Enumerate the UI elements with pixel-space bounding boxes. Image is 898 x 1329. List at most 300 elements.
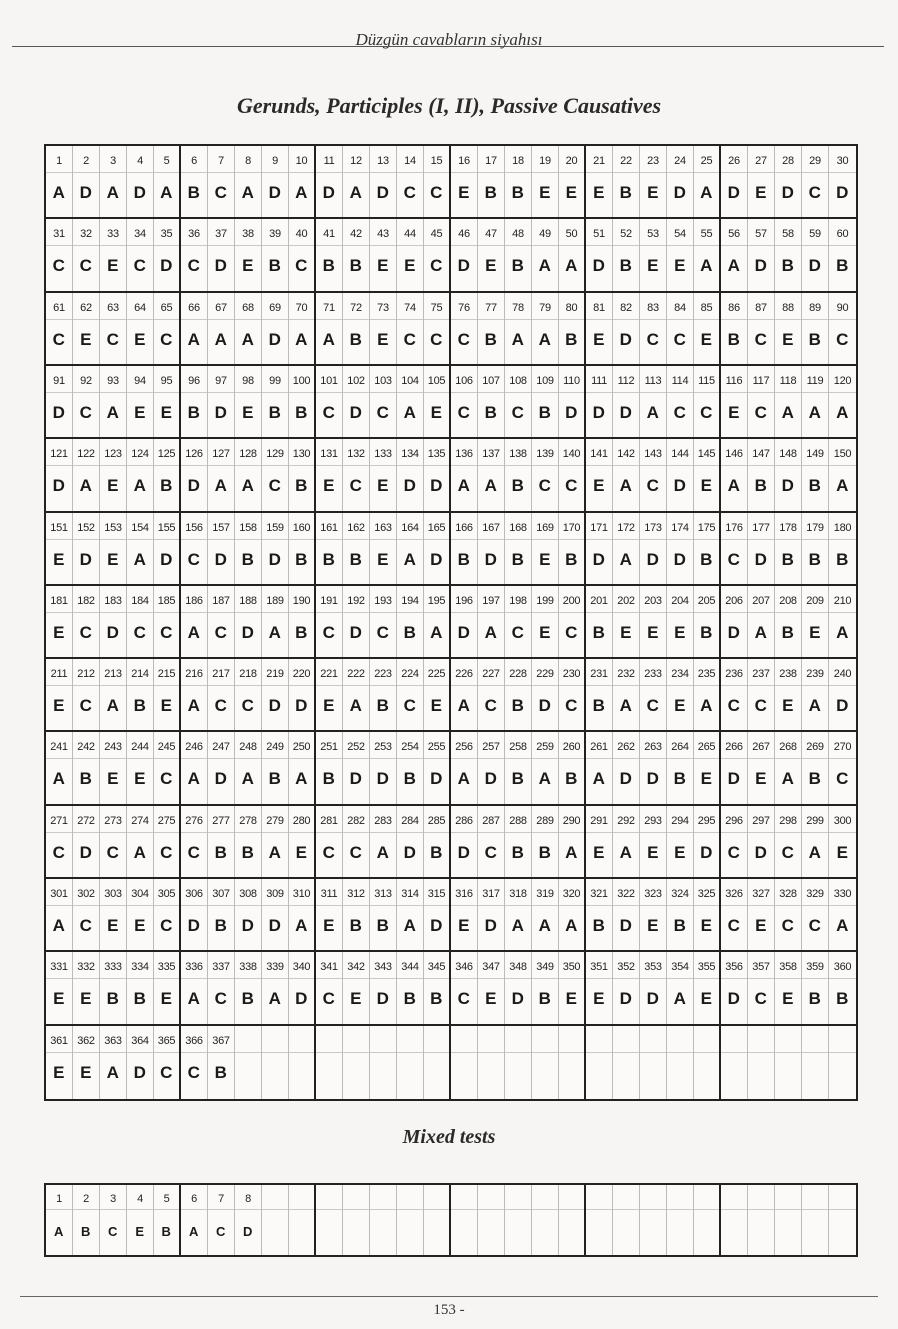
answer-cell <box>397 513 424 584</box>
answer-cell <box>181 219 208 290</box>
answer-cell <box>748 366 775 437</box>
question-number: 310 <box>289 883 314 906</box>
answer-cell <box>262 659 289 730</box>
answer-cell <box>559 952 586 1023</box>
answer-letter: E <box>160 696 173 716</box>
answer-cell <box>316 1026 343 1099</box>
answer-letter: A <box>754 622 768 642</box>
question-number: 300 <box>829 810 856 833</box>
question-number: 191 <box>316 590 342 613</box>
answer-letter: C <box>430 183 443 202</box>
question-number: 59 <box>802 223 828 246</box>
answer-cell <box>127 513 154 584</box>
question-number: 99 <box>262 370 288 393</box>
question-number: 339 <box>262 956 288 979</box>
answer-cell <box>451 732 478 803</box>
answer-cell <box>694 586 721 657</box>
question-number: 62 <box>73 297 99 320</box>
empty-number-slot <box>316 1030 342 1053</box>
question-number: 85 <box>694 297 719 320</box>
answer-letter: A <box>565 256 578 276</box>
question-number: 298 <box>775 810 801 833</box>
answer-cell <box>559 513 586 584</box>
question-number: 286 <box>451 810 477 833</box>
question-number: 203 <box>640 590 666 613</box>
empty-number-slot <box>451 1030 477 1053</box>
question-number: 50 <box>559 223 584 246</box>
question-number: 92 <box>73 370 99 393</box>
answer-letter: E <box>593 476 605 496</box>
answer-letter: E <box>404 256 416 276</box>
question-number: 186 <box>181 590 207 613</box>
answer-letter: A <box>79 476 93 496</box>
question-number: 261 <box>586 736 612 759</box>
answer-letter: C <box>511 402 525 422</box>
question-number: 4 <box>127 150 153 173</box>
answer-cell <box>478 732 505 803</box>
answer-letter: D <box>241 916 255 936</box>
question-number: 22 <box>613 150 639 173</box>
answer-cell <box>100 1185 127 1255</box>
answer-letter: A <box>538 916 552 936</box>
question-number: 123 <box>100 443 126 466</box>
answer-cell <box>505 219 532 290</box>
answer-cell <box>640 146 667 217</box>
answer-letter: C <box>403 696 417 716</box>
question-number: 39 <box>262 223 288 246</box>
empty-number-slot <box>640 1189 666 1210</box>
answer-cell <box>451 952 478 1023</box>
question-number: 264 <box>667 736 693 759</box>
answer-letter: B <box>484 329 498 349</box>
question-number: 90 <box>829 297 856 320</box>
question-number: 276 <box>181 810 207 833</box>
answer-letter: B <box>619 256 633 276</box>
answer-letter: D <box>673 183 687 202</box>
question-number: 167 <box>478 517 504 540</box>
section-title-mixed: Mixed tests <box>402 1126 496 1148</box>
question-number: 64 <box>127 297 153 320</box>
question-number: 115 <box>694 370 719 393</box>
answer-cell <box>424 1026 451 1099</box>
question-number: 54 <box>667 223 693 246</box>
question-number: 6 <box>181 150 207 173</box>
answer-cell <box>748 513 775 584</box>
question-number: 338 <box>235 956 261 979</box>
empty-number-slot <box>424 1030 449 1053</box>
answer-cell <box>46 659 73 730</box>
question-number: 198 <box>505 590 531 613</box>
question-number: 199 <box>532 590 558 613</box>
answer-cell <box>505 366 532 437</box>
answer-row <box>46 732 856 805</box>
answer-letter: C <box>457 329 471 349</box>
question-number: 38 <box>235 223 261 246</box>
answer-cell <box>613 513 640 584</box>
answer-cell <box>262 219 289 290</box>
question-number: 94 <box>127 370 153 393</box>
question-number: 27 <box>748 150 774 173</box>
answer-letter: E <box>377 256 389 276</box>
answer-letter: E <box>593 183 605 202</box>
answer-row <box>46 293 856 366</box>
answer-cell <box>127 659 154 730</box>
answer-cell <box>775 366 802 437</box>
question-number: 84 <box>667 297 693 320</box>
answer-cell <box>829 659 856 730</box>
answer-cell <box>46 1026 73 1099</box>
question-number: 279 <box>262 810 288 833</box>
question-number: 327 <box>748 883 774 906</box>
answer-letter: B <box>322 769 336 789</box>
answer-letter: C <box>403 329 417 349</box>
answer-cell <box>73 366 100 437</box>
answer-letter: A <box>836 622 849 642</box>
answer-letter: A <box>349 696 363 716</box>
answer-letter: B <box>376 696 390 716</box>
answer-letter: C <box>700 402 713 422</box>
question-number: 335 <box>154 956 179 979</box>
answer-cell <box>613 1026 640 1099</box>
question-number: 1 <box>46 1189 72 1210</box>
answer-cell <box>532 1026 559 1099</box>
answer-cell <box>775 1026 802 1099</box>
question-number: 46 <box>451 223 477 246</box>
answer-cell <box>100 293 127 364</box>
question-number: 117 <box>748 370 774 393</box>
answer-cell <box>451 219 478 290</box>
answer-letter: A <box>700 183 713 202</box>
question-number: 318 <box>505 883 531 906</box>
question-number: 236 <box>721 663 747 686</box>
answer-letter: E <box>242 402 254 422</box>
answer-cell <box>100 1026 127 1099</box>
answer-letter: E <box>53 1062 65 1082</box>
question-number: 353 <box>640 956 666 979</box>
answer-cell <box>559 879 586 950</box>
answer-cell <box>613 366 640 437</box>
question-number: 12 <box>343 150 369 173</box>
answer-cell <box>370 366 397 437</box>
answer-letter: B <box>403 989 417 1009</box>
answer-cell <box>721 293 748 364</box>
answer-cell <box>505 659 532 730</box>
answer-letter: C <box>187 549 201 569</box>
answer-letter: E <box>160 989 173 1009</box>
answer-letter: C <box>754 989 768 1009</box>
answer-cell <box>46 293 73 364</box>
question-number: 197 <box>478 590 504 613</box>
question-number: 340 <box>289 956 314 979</box>
answer-cell <box>154 439 181 510</box>
answer-letter: D <box>268 696 282 716</box>
question-number: 225 <box>424 663 449 686</box>
answer-cell <box>235 513 262 584</box>
question-number: 267 <box>748 736 774 759</box>
question-number: 37 <box>208 223 234 246</box>
answer-letter: E <box>674 256 686 276</box>
answer-cell <box>181 952 208 1023</box>
answer-cell <box>748 146 775 217</box>
answer-cell <box>262 1026 289 1099</box>
question-number: 322 <box>613 883 639 906</box>
answer-cell <box>667 732 694 803</box>
answer-letter: C <box>727 842 741 862</box>
answer-cell <box>289 439 316 510</box>
answer-cell <box>694 293 721 364</box>
question-number: 173 <box>640 517 666 540</box>
question-number: 195 <box>424 590 449 613</box>
question-number: 201 <box>586 590 612 613</box>
question-number: 336 <box>181 956 207 979</box>
answer-letter: E <box>135 1224 145 1239</box>
question-number: 18 <box>505 150 531 173</box>
answer-row <box>46 879 856 952</box>
answer-cell <box>154 659 181 730</box>
question-number: 169 <box>532 517 558 540</box>
header-title: Düzgün cavabların siyahısı <box>355 30 543 49</box>
question-number: 45 <box>424 223 449 246</box>
answer-cell <box>451 293 478 364</box>
answer-cell <box>775 952 802 1023</box>
answer-letter: B <box>836 989 849 1009</box>
question-number: 154 <box>127 517 153 540</box>
answer-letter: E <box>539 549 551 569</box>
answer-letter: D <box>79 183 93 202</box>
answer-letter: E <box>539 183 551 202</box>
question-number: 284 <box>397 810 423 833</box>
answer-letter: B <box>241 989 255 1009</box>
question-number: 343 <box>370 956 396 979</box>
answer-cell <box>559 1026 586 1099</box>
answer-letter: C <box>187 842 201 862</box>
answer-cell <box>73 439 100 510</box>
answer-cell <box>613 439 640 510</box>
answer-letter: A <box>538 329 552 349</box>
answer-cell <box>721 219 748 290</box>
answer-letter: D <box>781 476 795 496</box>
answer-letter: B <box>430 842 443 862</box>
answer-cell <box>235 1026 262 1099</box>
answer-cell <box>505 1185 532 1255</box>
question-number: 351 <box>586 956 612 979</box>
answer-cell <box>46 586 73 657</box>
answer-letter: D <box>160 549 173 569</box>
answer-cell <box>829 952 856 1023</box>
answer-letter: A <box>349 183 363 202</box>
question-number: 147 <box>748 443 774 466</box>
answer-letter: A <box>403 549 417 569</box>
question-number: 247 <box>208 736 234 759</box>
answer-letter: A <box>619 696 633 716</box>
answer-cell <box>370 439 397 510</box>
question-number: 120 <box>829 370 856 393</box>
question-number: 108 <box>505 370 531 393</box>
answer-letter: B <box>808 549 822 569</box>
answer-letter: B <box>808 769 822 789</box>
answer-cell <box>100 732 127 803</box>
answer-letter: B <box>457 549 471 569</box>
answer-letter: E <box>700 476 713 496</box>
question-number: 174 <box>667 517 693 540</box>
question-number: 150 <box>829 443 856 466</box>
answer-row <box>46 806 856 879</box>
answer-cell <box>559 146 586 217</box>
answer-cell <box>181 586 208 657</box>
answer-cell <box>154 732 181 803</box>
answer-letter: A <box>727 256 741 276</box>
answer-cell <box>154 293 181 364</box>
empty-number-slot <box>343 1030 369 1053</box>
question-number: 305 <box>154 883 179 906</box>
answer-letter: B <box>700 622 713 642</box>
answer-cell <box>343 806 370 877</box>
answer-cell <box>829 732 856 803</box>
answer-cell <box>370 513 397 584</box>
answer-cell <box>73 293 100 364</box>
answer-cell <box>613 293 640 364</box>
answer-cell <box>478 219 505 290</box>
question-number: 313 <box>370 883 396 906</box>
question-number: 333 <box>100 956 126 979</box>
question-number: 3 <box>100 150 126 173</box>
answer-cell <box>802 659 829 730</box>
answer-cell <box>478 1185 505 1255</box>
answer-letter: D <box>836 183 849 202</box>
question-number: 179 <box>802 517 828 540</box>
answer-letter: E <box>53 549 65 569</box>
answer-letter: C <box>133 622 147 642</box>
empty-number-slot <box>586 1030 612 1053</box>
answer-letter: E <box>377 476 389 496</box>
answer-letter: A <box>700 256 713 276</box>
answer-letter: D <box>484 549 498 569</box>
answer-letter: D <box>376 989 390 1009</box>
question-number: 245 <box>154 736 179 759</box>
question-number: 159 <box>262 517 288 540</box>
empty-number-slot <box>424 1189 449 1210</box>
answer-letter: C <box>349 842 363 862</box>
question-number: 165 <box>424 517 449 540</box>
answer-letter: E <box>674 696 686 716</box>
question-number: 180 <box>829 517 856 540</box>
answer-letter: E <box>620 622 632 642</box>
answer-letter: A <box>673 989 687 1009</box>
answer-cell <box>802 366 829 437</box>
answer-letter: E <box>377 329 389 349</box>
answer-cell <box>667 1026 694 1099</box>
answer-cell <box>181 366 208 437</box>
question-number: 240 <box>829 663 856 686</box>
answer-letter: E <box>782 989 794 1009</box>
answer-cell <box>721 513 748 584</box>
answer-cell <box>775 732 802 803</box>
answer-letter: C <box>322 989 336 1009</box>
answer-row <box>46 1026 856 1099</box>
answer-cell <box>181 806 208 877</box>
answer-letter: E <box>458 183 470 202</box>
answer-letter: E <box>593 989 605 1009</box>
answer-cell <box>235 219 262 290</box>
question-number: 319 <box>532 883 558 906</box>
question-number: 98 <box>235 370 261 393</box>
question-number: 202 <box>613 590 639 613</box>
answer-cell <box>640 293 667 364</box>
question-number: 252 <box>343 736 369 759</box>
answer-row <box>46 439 856 512</box>
answer-cell <box>802 1026 829 1099</box>
answer-letter: C <box>349 476 363 496</box>
question-number: 334 <box>127 956 153 979</box>
answer-letter: C <box>106 329 120 349</box>
answer-cell <box>586 513 613 584</box>
answer-cell <box>451 586 478 657</box>
answer-cell <box>235 366 262 437</box>
answer-cell <box>640 659 667 730</box>
answer-letter: A <box>511 916 525 936</box>
answer-letter: C <box>268 476 282 496</box>
question-number: 214 <box>127 663 153 686</box>
answer-letter: B <box>430 989 443 1009</box>
question-number: 76 <box>451 297 477 320</box>
answer-cell <box>505 879 532 950</box>
answer-cell <box>235 439 262 510</box>
question-number: 101 <box>316 370 342 393</box>
question-number: 29 <box>802 150 828 173</box>
question-number: 109 <box>532 370 558 393</box>
answer-letter: D <box>106 622 120 642</box>
answer-cell <box>478 1026 505 1099</box>
answer-cell <box>181 732 208 803</box>
question-number: 97 <box>208 370 234 393</box>
answer-letter: B <box>511 769 525 789</box>
answer-letter: B <box>565 329 578 349</box>
question-number: 355 <box>694 956 719 979</box>
answer-cell <box>343 586 370 657</box>
answer-cell <box>640 219 667 290</box>
question-number: 253 <box>370 736 396 759</box>
answer-letter: D <box>727 183 741 202</box>
answer-cell <box>802 219 829 290</box>
question-number: 358 <box>775 956 801 979</box>
question-number: 365 <box>154 1030 179 1053</box>
answer-cell <box>154 1026 181 1099</box>
answer-letter: D <box>214 402 228 422</box>
question-number: 155 <box>154 517 179 540</box>
question-number: 121 <box>46 443 72 466</box>
answer-letter: D <box>79 842 93 862</box>
question-number: 205 <box>694 590 719 613</box>
answer-cell <box>127 806 154 877</box>
answer-letter: C <box>484 842 498 862</box>
question-number: 131 <box>316 443 342 466</box>
question-number: 1 <box>46 150 72 173</box>
answer-letter: C <box>565 476 578 496</box>
answer-cell <box>694 879 721 950</box>
answer-letter: A <box>187 769 201 789</box>
answer-cell <box>721 146 748 217</box>
answer-cell <box>721 732 748 803</box>
answer-cell <box>397 293 424 364</box>
section-title-gerunds: Gerunds, Participles (I, II), Passive Causatives <box>236 93 662 118</box>
question-number: 359 <box>802 956 828 979</box>
answer-cell <box>532 732 559 803</box>
answer-cell <box>721 586 748 657</box>
answer-letter: A <box>189 1224 199 1239</box>
answer-letter: A <box>457 476 471 496</box>
answer-cell <box>667 1185 694 1255</box>
question-number: 119 <box>802 370 828 393</box>
